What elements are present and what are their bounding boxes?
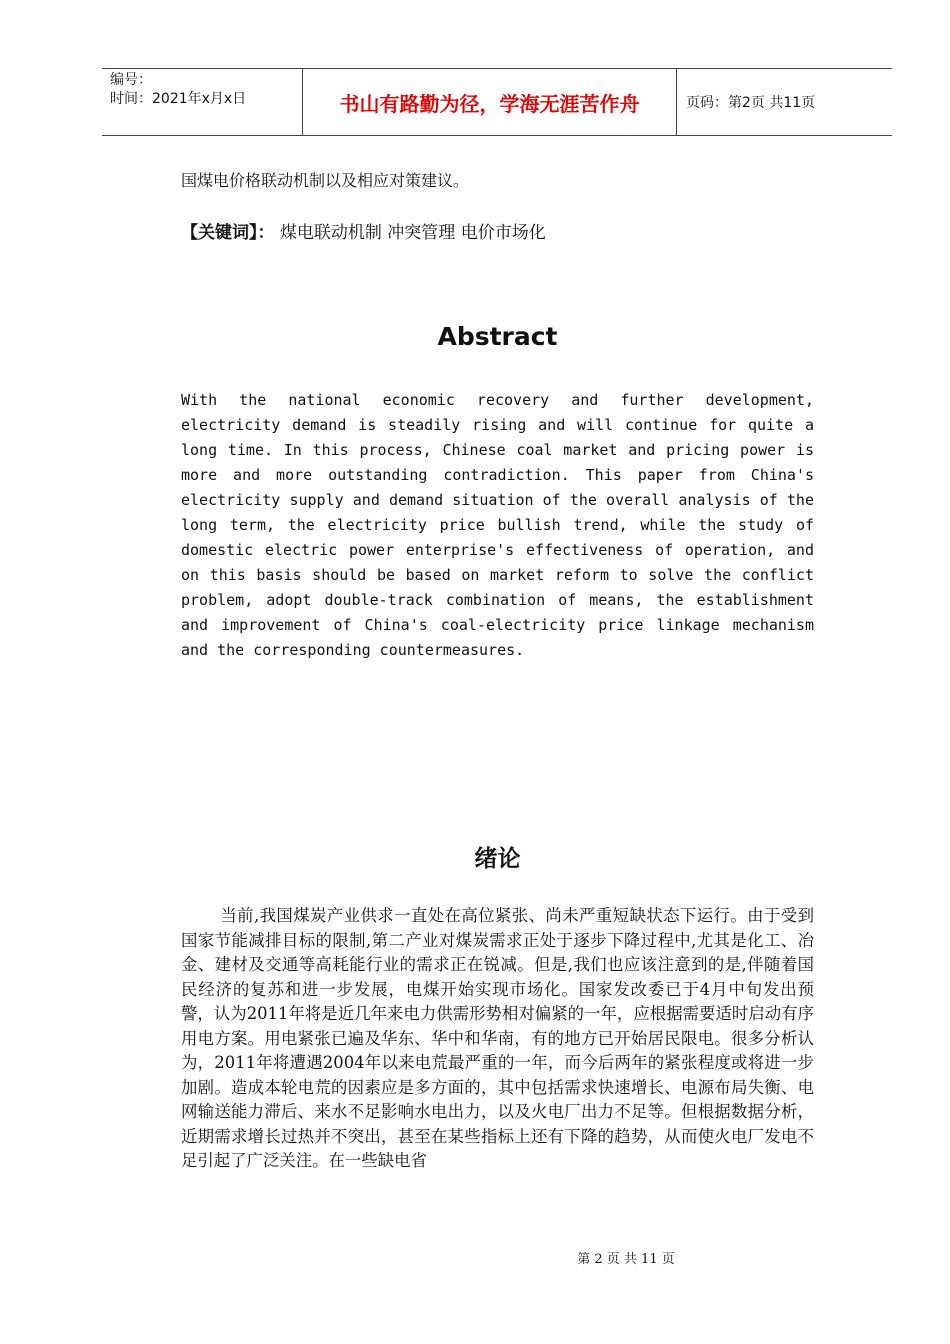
header-motto: 书山有路勤为径，学海无涯苦作舟 [303,69,677,135]
keywords-label: 【关键词】： [181,223,275,243]
abstract-body: With the national economic recovery and further development, electricity demand is steadily rising and will continue for quite a long time. In this process, Chinese coal market and pricing power is more and more outstanding contradiction. This paper from China's electricity supply and demand situation of the overall analysis of the long term, the electricity price bullish trend, while the study of domestic electric power enterprise's effectiveness of operation, and on this basis should be based on market reform to solve the conflict problem, adopt double-track combination of means, the establishment and improvement of China's coal-electricity price linkage mechanism and the corresponding countermeasures. [181,391,814,659]
page-footer: 第 2 页 共 11 页 [577,1252,675,1267]
number-label: 编号： [110,72,152,88]
introduction-title: 绪论 [474,846,521,872]
header-page-label: 页码：第2页 共11页 [686,95,816,111]
introduction-body: 当前,我国煤炭产业供求一直处在高位紧张、尚未严重短缺状态下运行。由于受到国家节能减排目标的限制,第二产业对煤炭需求正处于逐步下降过程中,尤其是化工、冶金、建材及交通等高耗能行业的需求正在锐减。但是,我们也应该注意到的是,伴随着国民经济的复苏和进一步发展，电煤开始实现市场化。国家发改委已于4月中旬发出预警，认为2011年将是近几年来电力供需形势相对偏紧的一年，应根据需要适时启动有序用电方案。用电紧张已遍及华东、华中和华南，有的地方已开始居民限电。很多分析认为，2011年将遭遇2004年以来电荒最严重的一年，而今后两年的紧张程度或将进一步加剧。造成本轮电荒的因素应是多方面的，其中包括需求快速增长、电源布局失衡、电网输送能力滞后、来水不足影响水电出力，以及火电厂出力不足等。但根据数据分析，近期需求增长过热并不突出，甚至在某些指标上还有下降的趋势，从而使火电厂发电不足引起了广泛关注。在一些缺电省 [181,906,814,1170]
header-meta [102,69,303,135]
abstract-title: Abstract [437,322,558,351]
date-label: 时间：2021年x月x日 [110,91,247,107]
keywords-text: 煤电联动机制 冲突管理 电价市场化 [279,223,546,243]
page-header [102,68,892,136]
continuation-text: 国煤电价格联动机制以及相应对策建议。 [181,171,470,190]
keywords-line [181,218,546,243]
